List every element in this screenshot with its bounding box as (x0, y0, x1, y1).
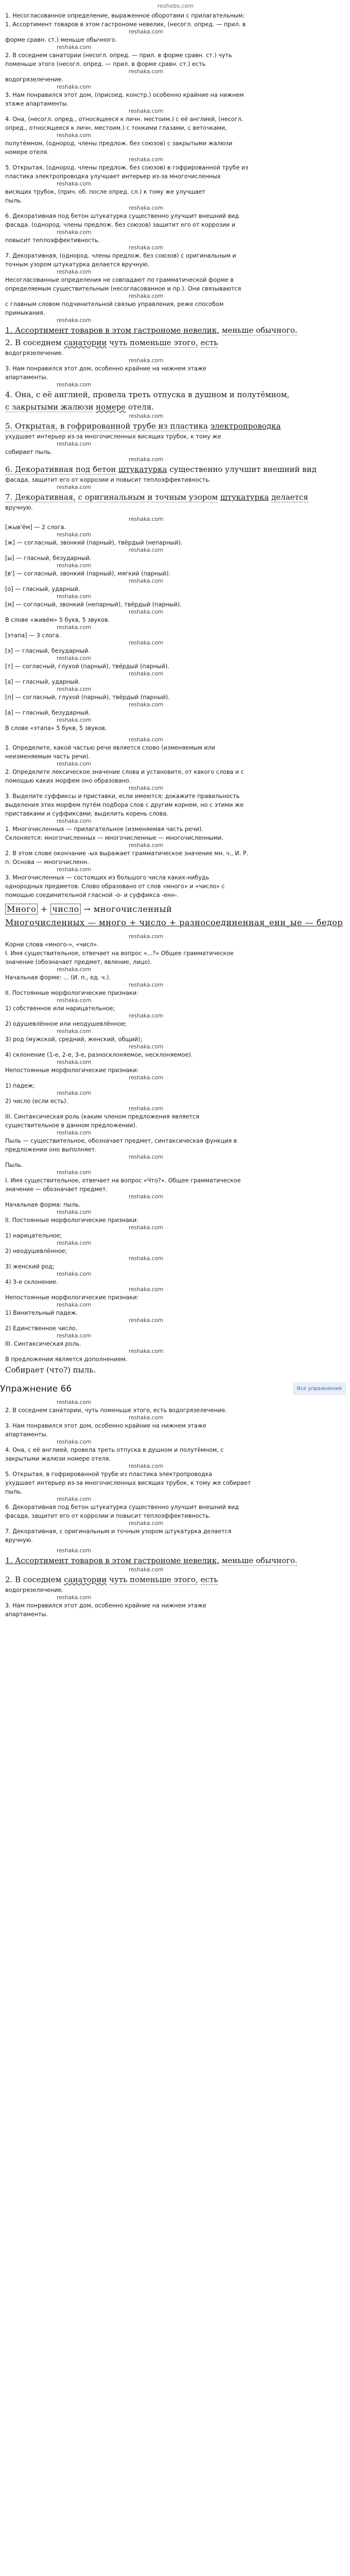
text-line: точным узором штукатурка делается вручную. (5, 261, 150, 268)
text-line: ухудшает интерьер из-за многочисленных висящих трубок, к тому же собирает (5, 1480, 251, 1486)
watermark: reshaka.com (129, 245, 164, 251)
formula-root-2: число (50, 904, 81, 914)
text-line: поменьше этого (несогл. опред. — прил. в форме сравн. ст.) есть (5, 61, 206, 67)
text-line: III. Синтаксическая роль. (5, 1341, 81, 1347)
watermark: reshaka.com (129, 1286, 164, 1293)
watermark: reshaka.com (129, 205, 164, 211)
watermark: reshaka.com (129, 1013, 164, 1019)
text-line: [ы] — гласный, безударный. (5, 555, 92, 562)
text-line: апартаменты. (5, 374, 48, 381)
text-line: вручную. (5, 1537, 33, 1544)
watermark: reshaka.com (129, 358, 164, 364)
text-line: приставками и суффиксами; выделить корень слова. (5, 810, 168, 817)
text-line: Непостоянные морфологические признаки: (5, 1294, 139, 1301)
watermark: reshaka.com (129, 1075, 164, 1081)
text-line: форме сравн. ст.) меньше обычного. (5, 37, 117, 43)
text-line: однородных предметов. Слово образовано от слов «много» и «число» с (5, 883, 225, 890)
watermark: reshaka.com (57, 382, 92, 388)
text-line: 3. Нам понравился этот дом, особенно крайние на нижнем этаже (5, 1602, 206, 1609)
sentence-line: 4. Она, с её англией, провела треть отпуска в душном и полутёмном, (5, 390, 290, 399)
watermark: reshaka.com (129, 29, 164, 35)
watermark: reshaka.com (57, 1496, 92, 1502)
exercise-header (0, 1381, 346, 1396)
text-line: 6. Декоративная под бетон штукатурка существенно улучшит внешний вид (5, 1504, 239, 1511)
text-line: [жыв'ём] — 2 слога. (5, 524, 66, 531)
text-line: помощью соединительной гласной -о- и суффикса -енн-. (5, 892, 179, 899)
text-line: водогрязелечение. (5, 1587, 64, 1594)
formula-plus: + (40, 904, 48, 914)
watermark: reshaka.com (129, 157, 164, 163)
text-line: 3. Нам понравился этот дом, особенно крайние на нижнем этаже (5, 365, 206, 372)
watermark: reshaka.com (129, 69, 164, 75)
text-line: 4. Она, (несогл. опред., относящееся к личн. местоим.) с её англией, (несогл. (5, 116, 243, 123)
text-line: 2) число (если есть). (5, 1098, 68, 1105)
exercise-text-block (5, 1399, 346, 1545)
text-line: Начальная форма: пыль. (5, 1201, 81, 1208)
watermark: reshaka.com (57, 594, 92, 600)
exercise-analysis-block (5, 1548, 346, 1619)
watermark: reshaka.com (129, 1154, 164, 1160)
text-line: [т] — согласный, глухой (парный), твёрдый (парный). (5, 663, 170, 670)
watermark: reshaka.com (57, 484, 92, 490)
watermark: reshaka.com (57, 1090, 92, 1096)
analysis-block-1 (5, 11, 346, 269)
watermark: reshaka.com (57, 132, 92, 139)
text-line: Пыль — существительное, обозначает предмет, синтаксическая функция в (5, 1138, 237, 1144)
watermark: reshaka.com (57, 717, 92, 723)
watermark: reshaka.com (57, 818, 92, 824)
text-line: примыкания. (5, 310, 45, 316)
watermark: reshaka.com (57, 181, 92, 187)
text-line: 1) собственное или нарицательное; (5, 1005, 115, 1012)
text-line: полутёмном, (однород. члены предлож. без союзов) с закрытыми жалюзи (5, 140, 233, 147)
watermark: reshaka.com (57, 655, 92, 662)
watermark: reshaka.com (57, 532, 92, 538)
watermark: reshaka.com (57, 1028, 92, 1035)
watermark: reshaka.com (57, 229, 92, 235)
all-exercises-link[interactable]: Все упражнения (293, 1382, 346, 1395)
watermark: reshaka.com (129, 1567, 164, 1573)
text-line: выделения этих морфем путём подбора слов с другим корнем, но с этими же (5, 802, 244, 808)
text-line: В слове «живём» 5 букв, 5 звуков. (5, 617, 110, 623)
text-line: 1) падеж; (5, 1082, 35, 1089)
text-line: пыль. (5, 1488, 23, 1495)
text-line: номере отеля. (5, 149, 49, 156)
sentence-line: 6. Декоративная под бетон штукатурка существенно улучшит внешний вид (5, 465, 317, 474)
sentence-line: 1. Ассортимент товаров в этом гастрономе невелик, меньше обычного. (5, 1556, 297, 1565)
text-line: [в'] — согласный, звонкий (парный), мягкий (парный). (5, 570, 171, 577)
watermark: reshaka.com (129, 609, 164, 615)
watermark: reshaka.com (57, 1333, 92, 1339)
watermark: reshaka.com (57, 1302, 92, 1308)
watermark: reshaka.com (129, 1317, 164, 1324)
text-line: 1. Ассортимент товаров в этом гастрономе невелик, (несогл. опред. — прил. в (5, 21, 246, 28)
exercise-title: Упражнение 66 (0, 1383, 72, 1394)
text-line: 1) нарицательное; (5, 1232, 62, 1239)
text-line: 5. Открытая, (однород. члены предлож. без союзов) в гофрированной трубе из (5, 164, 249, 171)
text-line: апартаменты. (5, 1611, 48, 1618)
text-line: апартаменты. (5, 1431, 48, 1438)
text-line: неизменяемым часть речи). (5, 753, 91, 760)
text-line: собирает пыль. (5, 449, 52, 455)
text-line: В предложении является дополнением. (5, 1356, 128, 1363)
watermark: reshaka.com (129, 640, 164, 646)
watermark: reshaka.com (57, 761, 92, 767)
text-line: 2. Определите лексическое значение слова и установите, от какого слова и с (5, 769, 244, 775)
text-line: предложении оно выполняет. (5, 1146, 97, 1153)
text-line: [ж] — согласный, звонкий (парный), твёрдый (непарный). (5, 539, 183, 546)
watermark: reshaka.com (129, 1348, 164, 1354)
watermark: reshaka.com (57, 317, 92, 324)
text-line: [п] — согласный, глухой (парный), твёрдый (парный). (5, 694, 170, 701)
text-line: Начальная форме: ... (И. п., ед. ч.). (5, 974, 111, 981)
watermark: reshaka.com (129, 842, 164, 849)
text-line: 3. Нам понравился этот дом, (присоед. констр.) особенно крайние на нижнем (5, 92, 244, 98)
morphological-block (5, 934, 346, 1376)
formula-result: многочисленный (93, 904, 172, 914)
text-line: 3. Нам понравился этот дом, особенно крайние на нижнем этаже (5, 1422, 206, 1429)
text-line: этаже апартаменты. (5, 100, 69, 107)
watermark: reshaka.com (57, 269, 92, 275)
morpheme-breakdown: Многочисленных — много + число + разносоединенная_енн_ые — бедор (5, 918, 343, 927)
text-line: 4) склонение (1-е, 2-е, 3-е, разносклоняемое, несклоняемое). (5, 1052, 193, 1058)
watermark: reshaka.com (57, 441, 92, 447)
text-line: [э] — гласный, безударный. (5, 648, 90, 654)
text-line: II. Постоянные морфологические признаки: (5, 990, 138, 996)
text-line: II. Постоянные морфологические признаки: (5, 1217, 138, 1224)
text-line: фасада, защитит его от коррозии и повысит теплоэффективность. (5, 1513, 211, 1519)
text-line: значение (обозначает предмет, явление, лицо). (5, 959, 152, 965)
text-line: 1) Винительный падеж. (5, 1310, 78, 1316)
watermark: reshaka.com (129, 516, 164, 522)
watermark: reshaka.com (129, 785, 164, 791)
text-line: В слове «этапа» 5 букв, 5 звуков. (5, 725, 107, 732)
watermark: reshaka.com (57, 44, 92, 50)
watermark: reshaka.com (57, 1240, 92, 1246)
watermark: reshaka.com (57, 1548, 92, 1554)
watermark: reshaka.com (57, 1170, 92, 1176)
watermark: reshaka.com (129, 1463, 164, 1469)
text-line: 3) женский род; (5, 1263, 55, 1270)
sentence-line: Собирает (что?) пыль. (5, 1365, 96, 1375)
sentence-line: 2. В соседнем санатории чуть поменьше этого, есть (5, 338, 218, 347)
watermark: reshaka.com (129, 293, 164, 299)
text-line: [а] — гласный, безударный. (5, 709, 91, 716)
watermark: reshaka.com (129, 108, 164, 114)
text-line: определяемым существительным (несогласованное и пр.). Они связываются (5, 285, 241, 292)
watermark: reshaka.com (57, 1209, 92, 1215)
watermark: reshaka.com (129, 1044, 164, 1050)
watermark: reshaka.com (129, 1225, 164, 1231)
analysis-block-2 (5, 269, 346, 512)
text-line: 2. В соседнем санатории (несогл. опред. — прил. в форме сравн. ст.) чуть (5, 52, 232, 59)
text-line: 6. Декоративная под бетон штукатурка существенно улучшит внешний вид (5, 213, 239, 219)
text-line: 2) одушевлённое или неодушевлённое; (5, 1021, 127, 1027)
text-line: висящих трубок, (прич. об. после опред. сл.) к тому же улучшает (5, 189, 206, 195)
formula-root-1: Много (5, 904, 38, 914)
text-line: пластика электропроводка улучшает интерьер из-за многочисленных (5, 173, 221, 180)
text-line: [о] — гласный, ударный. (5, 586, 80, 592)
text-line: повысит теплоэффективность. (5, 237, 100, 244)
watermark: reshaka.com (57, 1439, 92, 1445)
watermark: reshaka.com (57, 967, 92, 973)
watermark: reshaka.com (57, 624, 92, 631)
text-line: 3. Выделите суффиксы и приставки, если имеются; докажите правильность (5, 793, 240, 800)
sentence-line: с закрытыми жалюзи номере отеля. (5, 402, 154, 412)
text-line: п. Основа — многочисленн. (5, 859, 89, 866)
text-line: 2. В соседнем санатории, чуть поменьше этого, есть водогрязелечение. (5, 1407, 227, 1414)
watermark: reshaka.com (129, 1520, 164, 1527)
watermark: reshaka.com (129, 737, 164, 743)
text-line: закрытыми жалюзи номере отеля. (5, 1455, 111, 1462)
text-line: I. Имя существительное, отвечает на вопрос «Что?». Общее грамматическое (5, 1177, 241, 1184)
text-line: помощью каких морфем оно образовано. (5, 777, 131, 784)
watermark: reshaka.com (57, 1059, 92, 1065)
text-line: III. Синтаксическая роль (каким членом предложения является (5, 1113, 199, 1120)
watermark: reshaka.com (129, 413, 164, 419)
watermark: reshaka.com (129, 934, 164, 940)
text-line: Пыль. (5, 1162, 23, 1168)
sentence-line: 2. В соседнем санатории чуть поменьше этого, есть (5, 1575, 218, 1584)
watermark: reshaka.com (129, 1106, 164, 1112)
text-line: пыль. (5, 197, 23, 204)
watermark: reshaka.com (57, 1130, 92, 1136)
text-line: 4) 3-е склонение. (5, 1279, 58, 1285)
text-line: существительное в данном предложении). (5, 1122, 137, 1129)
watermark: reshaka.com (57, 1399, 92, 1405)
text-line: 7. Декоративная, с оригинальным и точным узором штукатурка делается (5, 1528, 232, 1535)
text-line: 5. Открытая, в гофрированной трубе из пластика электропроводка (5, 1471, 213, 1478)
watermark: reshaka.com (57, 867, 92, 873)
text-line: Непостоянные морфологические признаки: (5, 1067, 139, 1074)
formula-arrow: → (83, 904, 91, 914)
text-line: 1. Определите, какой частью речи является слово (изменяемым или (5, 744, 216, 751)
text-line: водогрязелечение. (5, 76, 64, 83)
text-line: 7. Декоративная, (однород. члены предлож. без союзов) с оригинальным и (5, 252, 236, 259)
text-line: фасада, защитит его от коррозии и повысит теплоэффективность. (5, 477, 211, 483)
watermark: reshaka.com (129, 1194, 164, 1200)
text-line: [м] — согласный, звонкий (непарный), твёрдый (парный). (5, 601, 182, 608)
sentence-line: 7. Декоративная, с оригинальным и точным узором штукатурка делается (5, 493, 308, 502)
text-line: [этапа] — 3 слога. (5, 632, 61, 639)
text-line: Склоняется: многочисленных — многочисленные — многочисленными. (5, 835, 224, 841)
text-line: 2) неодушевлённое; (5, 1248, 67, 1255)
watermark: reshaka.com (129, 578, 164, 584)
text-line: 1. Многочисленных — прилагательное (изменяемая часть речи). (5, 826, 203, 833)
text-line: с главным словом подчинительной связью управления, реже способом (5, 301, 224, 308)
site-header[interactable]: reshebs.com (157, 3, 194, 9)
word-formation-formula (5, 903, 346, 916)
text-line: 3. Многочисленных — состоящих из большого числа каких-нибудь (5, 874, 209, 881)
watermark: reshaka.com (57, 686, 92, 692)
watermark: reshaka.com (57, 997, 92, 1004)
text-line: 2) Единственное число. (5, 1325, 78, 1332)
morphemic-block (5, 737, 346, 900)
text-line: фасада. (однород. члены предлож. без союзов) защитит его от коррозии и (5, 222, 236, 228)
text-line: 2. В этом слове окончание -ых выражает грамматическое значение мн. ч., И. Р. (5, 850, 249, 857)
watermark: reshaka.com (57, 1595, 92, 1601)
watermark: reshaka.com (129, 1256, 164, 1262)
text-line: 4. Она, с её англией, провела треть отпуска в душном и полутёмном, с (5, 1447, 224, 1453)
text-line: I. Имя существительное, отвечает на вопрос «...?» Общее грамматическое (5, 950, 234, 957)
text-line: вручную. (5, 504, 33, 511)
watermark: reshaka.com (129, 671, 164, 677)
watermark: reshaka.com (57, 1271, 92, 1277)
text-line: ухудшает интерьер из-за многочисленных висящих трубок, к тому же (5, 433, 221, 440)
text-line: Несогласованные определения не совпадают по грамматической форме в (5, 277, 234, 283)
watermark: reshaka.com (129, 982, 164, 988)
text-line: опред., относящееся к личн. местоим.) с тонкими глазами, с веточками, (5, 125, 227, 131)
watermark: reshaka.com (57, 84, 92, 90)
watermark: reshaka.com (57, 563, 92, 569)
watermark: reshaka.com (129, 547, 164, 553)
text-line: Корни слова «много-», «числ». (5, 941, 99, 948)
watermark: reshaka.com (129, 456, 164, 463)
watermark: reshaka.com (129, 1415, 164, 1421)
sentence-line: 5. Открытая, в гофрированной трубе из пластика электропроводка (5, 421, 281, 431)
watermark: reshaka.com (129, 702, 164, 708)
sentence-line: 1. Ассортимент товаров в этом гастрономе невелик, меньше обычного. (5, 326, 297, 335)
text-line: [а] — гласный, ударный. (5, 679, 80, 685)
phonetic-block (5, 516, 346, 733)
text-line: водогрязелечение. (5, 350, 64, 357)
text-line: 3) род (мужской, средний, женский, общий); (5, 1036, 143, 1043)
text-line: 1. Несогласованное определение, выраженное оборотами с прилагательным: (5, 12, 245, 19)
text-line: значение — обозначает предмет. (5, 1186, 108, 1193)
